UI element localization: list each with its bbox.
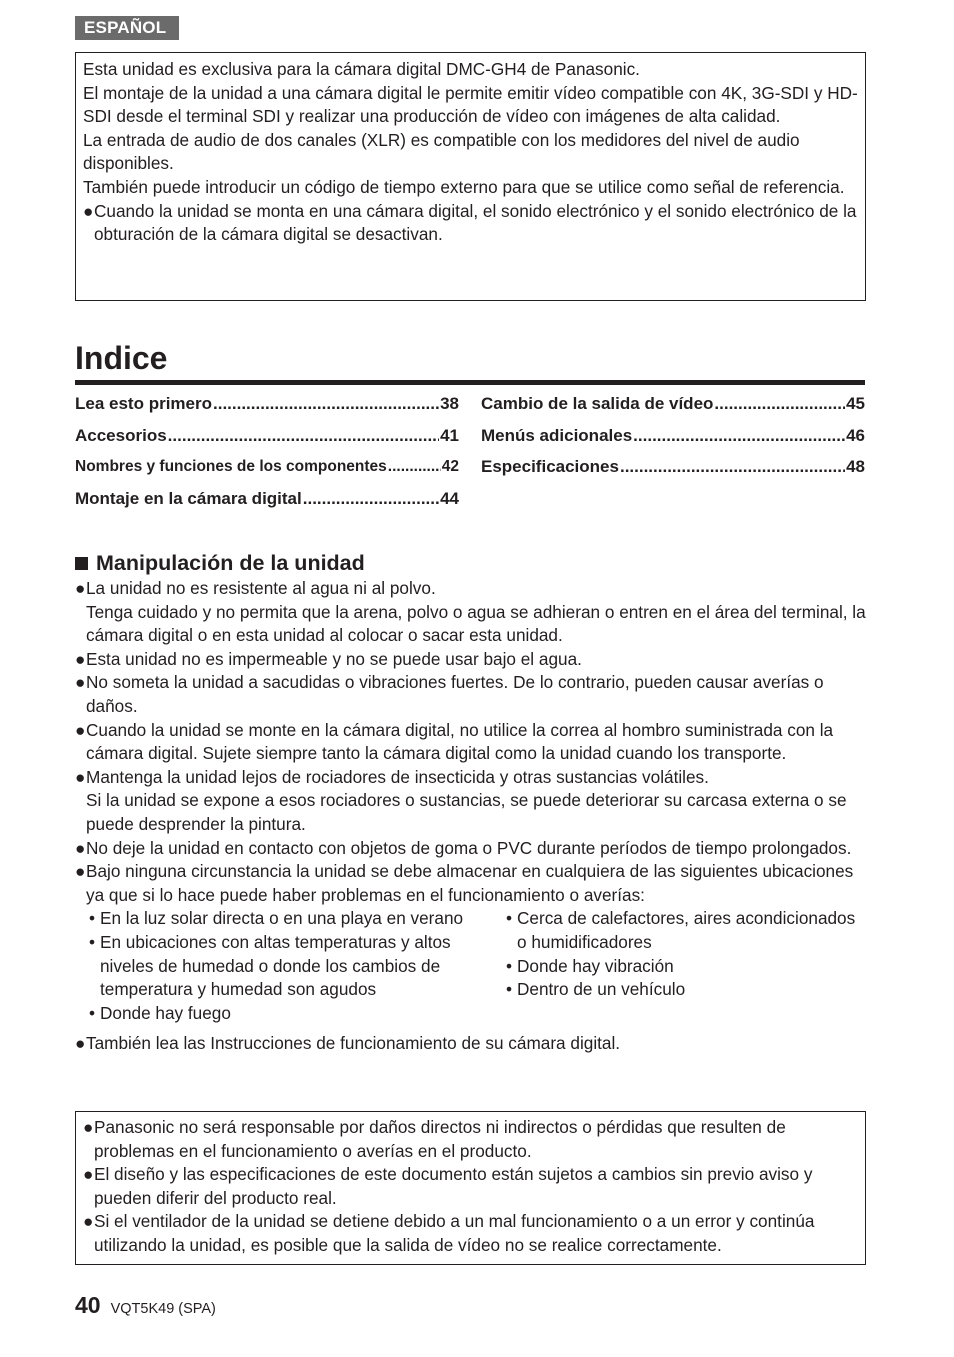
toc-leader (388, 455, 441, 479)
toc-entry[interactable] (75, 455, 459, 487)
toc-entry-page: 48 (846, 457, 865, 476)
toc-entry[interactable] (481, 455, 865, 487)
toc-leader (168, 424, 439, 448)
location-item-text: Donde hay vibración (517, 955, 674, 976)
toc-entry-label: Montaje en la cámara digital (75, 488, 302, 508)
list-item (75, 671, 867, 718)
location-item (89, 907, 506, 931)
location-item-text: Cerca de calefactores, aires acondicionados o humidificadores (517, 908, 856, 952)
toc-entry[interactable] (481, 424, 865, 456)
toc-entry-page: 41 (440, 425, 459, 445)
location-item-text: En la luz solar directa o en una playa en verano (100, 908, 464, 929)
location-item (89, 1002, 506, 1026)
list-item (75, 860, 867, 907)
location-item-text: Donde hay fuego (100, 1002, 231, 1023)
toc-entry[interactable] (75, 487, 459, 519)
locations-list (89, 907, 867, 1025)
intro-paragraph: También puede introducir un código de tiempo externo para que se utilice como señal de referencia. (83, 176, 845, 197)
location-item (506, 978, 866, 1002)
location-item (506, 907, 866, 954)
handling-list (75, 577, 867, 1056)
small-bullet-icon: • (89, 908, 96, 929)
list-item-continuation: Si la unidad se expone a esos rociadores o sustancias, se puede deteriorar su carcasa externa o se puede desprender la pintura. (86, 790, 847, 834)
bullet-icon: ● (83, 1164, 94, 1185)
intro-bullet (83, 200, 858, 247)
bullet-icon: ● (75, 672, 86, 693)
bullet-icon: ● (83, 1211, 94, 1232)
section-heading-text: Manipulación de la unidad (96, 551, 365, 575)
list-item (75, 837, 867, 861)
toc-entry-label: Lea esto primero (75, 394, 212, 413)
small-bullet-icon: • (506, 979, 513, 1000)
list-item (75, 719, 867, 766)
toc-leader (714, 392, 845, 416)
note-item-text: Panasonic no será responsable por daños directos ni indirectos o pérdidas que resulten de problemas en el funcionamiento o averías en el producto. (94, 1117, 786, 1161)
toc-entry-label: Accesorios (75, 425, 167, 445)
locations-column-left (89, 907, 506, 1025)
list-item-text: La unidad no es resistente al agua ni al polvo. (86, 578, 436, 598)
location-item-text: Dentro de un vehículo (517, 979, 686, 1000)
toc-entry-page: 38 (440, 394, 459, 413)
intro-paragraph: La entrada de audio de dos canales (XLR) es compatible con los medidores del nivel de audio disponibles. (83, 129, 800, 174)
small-bullet-icon: • (506, 908, 513, 929)
bullet-icon: ● (75, 719, 86, 740)
bullet-icon: ● (75, 861, 86, 882)
note-item (83, 1210, 858, 1257)
bullet-icon: ● (75, 766, 86, 787)
toc-entry[interactable] (481, 392, 865, 424)
location-item-text: En ubicaciones con altas temperaturas y altos niveles de humedad o donde los cambios de temperatura y humedad son agudos (100, 931, 451, 1000)
bullet-icon: ● (83, 200, 94, 221)
locations-column-right (506, 907, 866, 1025)
note-item (83, 1163, 858, 1210)
toc-leader (633, 424, 845, 448)
toc-entry-label: Cambio de la salida de vídeo (481, 394, 714, 413)
title-rule (75, 380, 865, 385)
note-item (83, 1116, 858, 1163)
toc-entry[interactable] (75, 424, 459, 456)
notes-box (75, 1111, 866, 1265)
list-item-text: Mantenga la unidad lejos de rociadores de insecticida y otras sustancias volátiles. (86, 766, 709, 787)
list-item-text: Cuando la unidad se monte en la cámara digital, no utilice la correa al hombro suministrada con la cámara digital. Sujete siempre tanto la cámara digital como la unidad cuando los transporte. (86, 719, 834, 764)
intro-paragraph: Esta unidad es exclusiva para la cámara digital DMC-GH4 de Panasonic. (83, 59, 640, 79)
toc-leader (303, 487, 439, 511)
bullet-icon: ● (83, 1117, 94, 1137)
list-item-text: No someta la unidad a sacudidas o vibraciones fuertes. De lo contrario, pueden causar averías o daños. (86, 672, 824, 716)
note-item-text: Si el ventilador de la unidad se detiene debido a un mal funcionamiento o a un error y continúa utilizando la unidad, es posible que la salida de vídeo no se realice correctamente. (94, 1211, 815, 1255)
list-item-text: También lea las Instrucciones de funcionamiento de su cámara digital. (86, 1033, 621, 1054)
small-bullet-icon: • (506, 955, 513, 976)
location-item (89, 931, 506, 1002)
bullet-icon: ● (75, 648, 86, 669)
square-bullet-icon (75, 557, 88, 570)
location-item (506, 955, 866, 979)
intro-bullet-text: Cuando la unidad se monta en una cámara digital, el sonido electrónico y el sonido electrónico de la obturación de la cámara digital se desactivan. (94, 200, 857, 245)
note-item-text: El diseño y las especificaciones de este documento están sujetos a cambios sin previo aviso y pueden diferir del producto real. (94, 1164, 813, 1208)
section-heading (75, 550, 365, 576)
toc-entry-page: 44 (440, 488, 459, 508)
toc-column-right (481, 392, 865, 487)
toc-leader (620, 455, 845, 479)
page-footer (75, 1292, 216, 1319)
small-bullet-icon: • (89, 1002, 96, 1023)
bullet-icon: ● (75, 837, 86, 858)
index-title: Indice (75, 340, 168, 376)
list-item (75, 1032, 867, 1056)
small-bullet-icon: • (89, 931, 96, 952)
list-item (75, 766, 867, 837)
toc-entry-page: 46 (846, 425, 865, 445)
list-item (75, 577, 867, 648)
bullet-icon: ● (75, 1033, 86, 1054)
intro-paragraph: El montaje de la unidad a una cámara digital le permite emitir vídeo compatible con 4K, 3G-SDI y HD-SDI desde el terminal SDI y realizar una producción de vídeo con imágenes de alta calidad. (83, 82, 858, 127)
toc-entry-label: Nombres y funciones de los componentes (75, 458, 387, 475)
toc-entry-label: Menús adicionales (481, 425, 633, 445)
list-item-text: Bajo ninguna circunstancia la unidad se debe almacenar en cualquiera de las siguientes ubicaciones ya que si lo hace puede haber problemas en el funcionamiento o averías: (86, 861, 854, 905)
list-item-continuation: Tenga cuidado y no permita que la arena, polvo o agua se adhieran o entren en el área del terminal, la cámara digital o en esta unidad al colocar o sacar esta unidad. (86, 601, 866, 646)
list-item-text: No deje la unidad en contacto con objetos de goma o PVC durante períodos de tiempo prolongados. (86, 837, 852, 858)
list-item (75, 648, 867, 672)
list-item-text: Esta unidad no es impermeable y no se puede usar bajo el agua. (86, 648, 582, 669)
bullet-icon: ● (75, 578, 86, 598)
page-number: 40 (75, 1292, 101, 1318)
document-code: VQT5K49 (SPA) (110, 1301, 216, 1317)
toc-column-left (75, 392, 459, 518)
toc-leader (213, 392, 439, 416)
toc-entry-page: 42 (441, 458, 459, 475)
toc-entry-page: 45 (846, 394, 865, 413)
toc-entry[interactable] (75, 392, 459, 424)
toc-entry-label: Especificaciones (481, 457, 619, 476)
language-tag: ESPAÑOL (75, 16, 179, 40)
intro-box (75, 52, 866, 301)
